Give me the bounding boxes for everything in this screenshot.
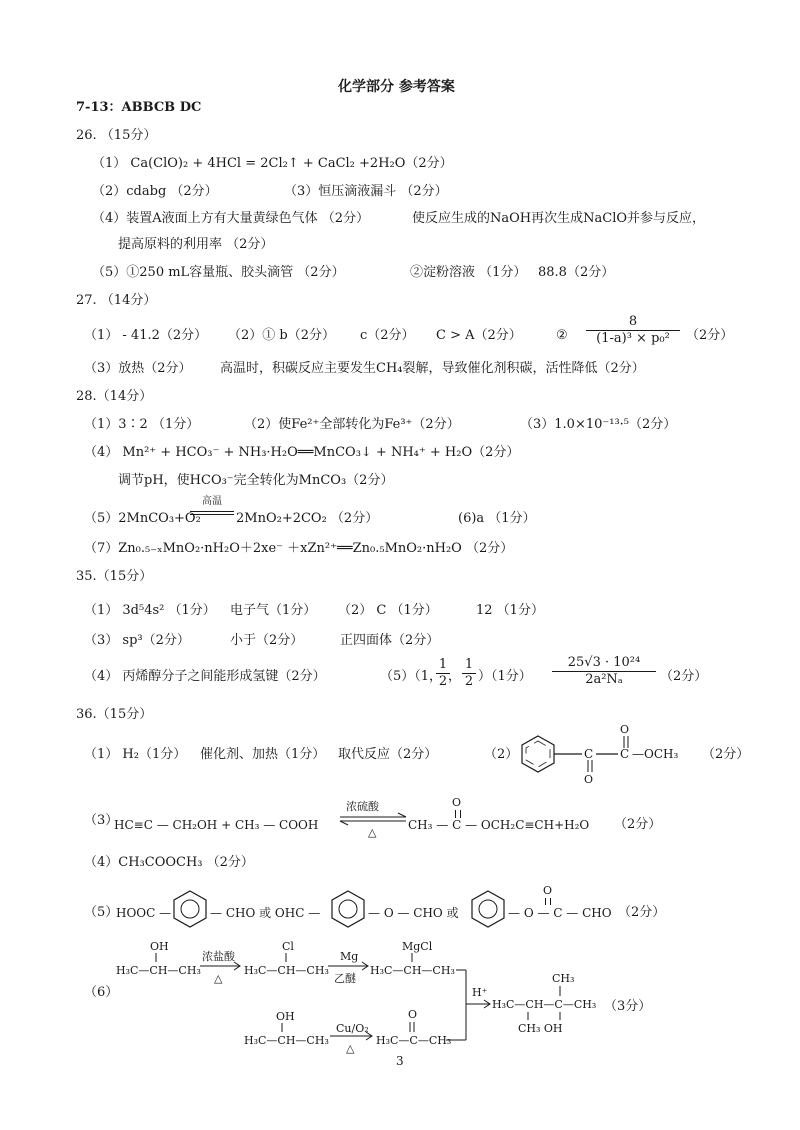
q26-part5c: 88.8（2分） — [538, 265, 615, 280]
q35-part5-score: ）（1分） — [478, 669, 532, 684]
q28-part5-lead: （5）2MnCO₃+O₂ — [84, 511, 201, 526]
q28-part5-equals-bottom — [190, 514, 234, 515]
q35-density-score: （2分） — [660, 669, 708, 684]
q27-part3: （3）放热（2分） — [84, 361, 192, 376]
q28-part5-condition — [190, 496, 234, 515]
q36-part6-label: （6） — [84, 985, 119, 1000]
q36-part3-ester-o: O — [452, 796, 462, 809]
top-mgcl: MgCl — [402, 940, 433, 953]
q28-part5-equals-top — [190, 511, 234, 512]
top-propanol: H₃C—CH—CH₃ — [116, 964, 201, 977]
page-number: 3 — [396, 1054, 404, 1068]
q36-part5-isomer3-tail: — O — C — CHO — [508, 906, 612, 920]
q36-heading: 36.（15分） — [76, 707, 153, 722]
h-plus-reagent: H⁺ — [472, 986, 488, 999]
q36-part2-structure — [514, 722, 704, 786]
q26-part4c: 提高原料的利用率 （2分） — [118, 237, 274, 252]
q36-part5-isomer1-tail: — CHO 或 OHC — — [210, 906, 321, 920]
q27-part3-explanation: 高温时，积碳反应主要发生CH₄裂解，导致催化剂积碳，活性降低（2分） — [220, 361, 645, 376]
product-chain: H₃C—CH—C—CH₃ — [492, 998, 597, 1011]
q35-coord-fraction-2-den: 2 — [464, 674, 474, 689]
product-bottom: CH₃ OH — [518, 1022, 563, 1035]
mg-reagent: Mg — [340, 950, 359, 963]
methoxy-group: —OCH₃ — [632, 747, 679, 761]
top-grignard: H₃C—CH—CH₃ — [370, 964, 455, 977]
q36-part5-ring-1 — [170, 888, 210, 932]
top-chloride: H₃C—CH—CH₃ — [244, 964, 329, 977]
q35-part4: （4） 丙烯醇分子之间能形成氢键（2分） — [84, 669, 326, 684]
q26-part5a: （5）①250 mL容量瓶、胶头滴管 （2分） — [92, 265, 345, 280]
q27-kp-fraction — [586, 315, 680, 346]
q36-part2-label: （2） — [484, 747, 519, 762]
q36-part5-label: （5） — [84, 905, 119, 920]
q36-part5-isomer3-o: O — [543, 884, 553, 897]
benzene-inner — [526, 741, 550, 767]
bottom-propanol: H₃C—CH—CH₃ — [244, 1034, 329, 1047]
q36-part2-score: （2分） — [702, 747, 750, 762]
q27-heading: 27. （14分） — [76, 293, 157, 308]
q28-part4: （4） Mn²⁺ + HCO₃⁻ + NH₃·H₂O══MnCO₃↓ + NH₄⁺ + H₂O（2分） — [84, 445, 520, 460]
q36-part3-label: （3） — [84, 813, 119, 828]
top-cl: Cl — [282, 940, 294, 953]
bottom-acetone: H₃C—C—CH₃ — [376, 1034, 452, 1047]
product-ch3-top: CH₃ — [552, 972, 575, 985]
q35-part5-lead: （5）（1， — [380, 669, 443, 684]
q28-part6: (6)a （1分） — [458, 511, 536, 526]
q35-density-denominator: 2a²Nₐ — [585, 672, 623, 687]
q28-part5-tail: 2MnO₂+2CO₂ （2分） — [236, 511, 379, 526]
q35-density-numerator: 25√3 · 10²⁴ — [567, 655, 641, 670]
hcl-heat: △ — [214, 972, 223, 985]
q27-part1: （1） - 41.2（2分） — [84, 328, 208, 343]
q35-coord-fraction-1-num: 1 — [438, 657, 448, 672]
q26-part4a: （4）装置A液面上方有大量黄绿色气体 （2分） — [92, 211, 370, 226]
q36-part3-score: （2分） — [614, 817, 662, 832]
bottom-oh: OH — [276, 1010, 295, 1023]
q26-part4b: 使反应生成的NaOH再次生成NaClO并参与反应， — [412, 211, 706, 226]
q36-part3-equilibrium-arrow — [338, 798, 408, 842]
q35-density-fraction — [552, 656, 656, 687]
q27-part2-c: c（2分） — [360, 328, 415, 343]
q35-part3-b: 小于（2分） — [230, 633, 304, 648]
q36-part3-reactants: HC≡C — CH₂OH + CH₃ — COOH — [114, 818, 319, 832]
q36-part1-cond: 催化剂、加热（1分） — [200, 747, 326, 762]
q36-part5-score: （2分） — [618, 905, 666, 920]
mcq-answers: 7-13：ABBCB DC — [76, 100, 202, 115]
q35-part2-b: 12 （1分） — [476, 603, 544, 618]
q36-part5-isomer2-tail: — O — CHO 或 — [368, 906, 459, 920]
q26-part3: （3）恒压滴液漏斗 （2分） — [284, 184, 448, 199]
q35-part1: （1） 3d⁵4s² （1分） — [84, 603, 216, 618]
q35-coord-fraction-2-num: 1 — [464, 657, 474, 672]
q27-part2-compare: C > A（2分） — [436, 328, 522, 343]
carbonyl-c2: C — [620, 747, 630, 761]
q26-part2: （2）cdabg （2分） — [92, 184, 218, 199]
heat-delta-label: △ — [368, 826, 377, 839]
q28-part4-note: 调节pH，使HCO₃⁻完全转化为MnCO₃（2分） — [118, 473, 394, 488]
q28-heading: 28.（14分） — [76, 389, 153, 404]
q36-part5-isomer1-lead: HOOC — — [116, 906, 172, 920]
q27-part2-score: （2分） — [686, 328, 734, 343]
conc-h2so4-label: 浓硫酸 — [346, 800, 379, 813]
hcl-reagent: 浓盐酸 — [202, 950, 235, 963]
q28-part7: （7）Zn₀.₅₋ₓMnO₂·nH₂O＋2xe⁻ ＋xZn²⁺══Zn₀.₅MnO₂·nH₂O （2分） — [84, 541, 514, 556]
q36-part3-products: CH₃ — C — OCH₂C≡CH+H₂O — [408, 818, 590, 832]
q26-part5b: ②淀粉溶液 （1分） — [410, 265, 527, 280]
q26-part1: （1） Ca(ClO)₂ + 4HCl = 2Cl₂↑ + CaCl₂ +2H₂O（2分） — [92, 156, 453, 171]
q35-coord-fraction-2 — [462, 658, 476, 689]
q36-part6-score: （3分） — [604, 999, 652, 1014]
q35-part3: （3） sp³（2分） — [84, 633, 190, 648]
q35-part2: （2） C （1分） — [338, 603, 438, 618]
q35-coord-fraction-1-den: 2 — [438, 674, 448, 689]
carbonyl-o2: O — [620, 723, 630, 736]
q27-part2-label2: ② — [556, 328, 568, 343]
q27-kp-denominator: (1-a)³ × p₀² — [596, 331, 670, 346]
q26-heading: 26. （15分） — [76, 128, 157, 143]
page-title: 化学部分 参考答案 — [338, 79, 455, 95]
q36-part6-synthesis — [110, 936, 630, 1066]
cu-heat: △ — [346, 1042, 355, 1055]
q35-part3-c: 正四面体（2分） — [340, 633, 440, 648]
carbonyl-o1: O — [584, 773, 594, 786]
q36-part1-type: 取代反应（2分） — [338, 747, 438, 762]
acetone-o: O — [408, 1008, 418, 1021]
q35-part1-b: 电子气（1分） — [230, 603, 317, 618]
q28-part3: （3）1.0×10⁻¹³·⁵（2分） — [520, 417, 677, 432]
q36-part4: （4）CH₃COOCH₃ （2分） — [84, 855, 254, 870]
q27-kp-numerator: 8 — [628, 314, 638, 329]
q28-high-temp-label: 高温 — [202, 496, 222, 507]
q36-part5-ring-3 — [468, 888, 508, 932]
q36-part3-ester-double-bond — [455, 810, 461, 818]
q28-part1: （1）3∶2 （1分） — [84, 417, 200, 432]
q36-part5-isomer3-double-bond — [545, 898, 551, 905]
carbonyl-c1: C — [584, 747, 594, 761]
q35-coord-comma: ， — [448, 669, 462, 684]
q27-part2: （2）① b（2分） — [228, 328, 335, 343]
q36-part1: （1） H₂（1分） — [84, 747, 187, 762]
q35-heading: 35.（15分） — [76, 569, 153, 584]
ether-solvent: 乙醚 — [334, 972, 356, 985]
top-oh: OH — [150, 940, 169, 953]
q36-part5-ring-2 — [328, 888, 368, 932]
q28-part2: （2）使Fe²⁺全部转化为Fe³⁺（2分） — [244, 417, 460, 432]
cu-o2-reagent: Cu/O₂ — [336, 1022, 369, 1035]
